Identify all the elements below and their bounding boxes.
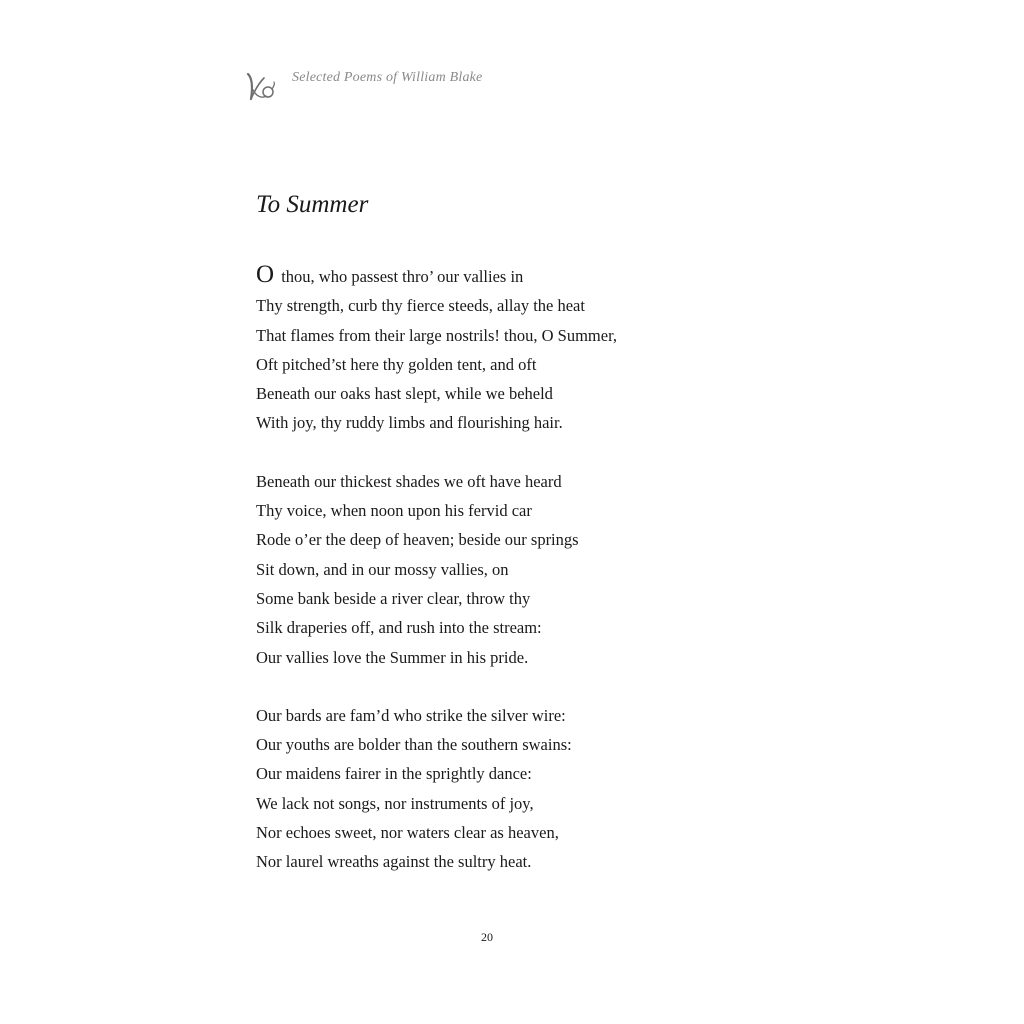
poem-line: Silk draperies off, and rush into the stream: [256, 618, 542, 638]
running-header-title: Selected Poems of William Blake [292, 70, 483, 85]
poem-line: Our youths are bolder than the southern swains: [256, 735, 572, 755]
poem-line: Nor laurel wreaths against the sultry heat. [256, 852, 532, 872]
poem-line: Our vallies love the Summer in his pride. [256, 647, 529, 667]
poem-line: Our maidens fairer in the sprightly dance: [256, 764, 532, 784]
poem-line: With joy, thy ruddy limbs and flourishing hair. [256, 413, 563, 433]
poem-line: Our bards are fam’d who strike the silver wire: [256, 705, 566, 725]
poem-line: Oft pitched’st here thy golden tent, and oft [256, 354, 537, 374]
drop-initial: O [256, 261, 275, 288]
running-header [244, 70, 482, 104]
poem-line-text: thou, who passest thro’ our vallies in [277, 267, 524, 286]
poem-line: Beneath our oaks hast slept, while we beheld [256, 384, 553, 404]
poem-line [256, 262, 776, 291]
poem-line: Sit down, and in our mossy vallies, on [256, 559, 509, 579]
poem-line: Nor echoes sweet, nor waters clear as heaven, [256, 823, 559, 843]
stanza-1 [256, 262, 776, 438]
stanza-3 [256, 701, 776, 877]
poem-line: Rode o’er the deep of heaven; beside our springs [256, 530, 579, 550]
poem-line: Thy strength, curb thy fierce steeds, allay the heat [256, 296, 585, 316]
poem-line: We lack not songs, nor instruments of joy, [256, 793, 534, 813]
poem-body [256, 262, 776, 906]
poem-line: That flames from their large nostrils! thou, O Summer, [256, 325, 618, 345]
poem-title: To Summer [256, 191, 369, 218]
poem-line: Some bank beside a river clear, throw thy [256, 588, 531, 608]
stanza-2 [256, 467, 776, 672]
poem-line: Beneath our thickest shades we oft have heard [256, 471, 562, 491]
poem-line: Thy voice, when noon upon his fervid car [256, 501, 532, 521]
flourish-monogram-icon [244, 70, 278, 104]
page-number: 20 [481, 930, 493, 944]
